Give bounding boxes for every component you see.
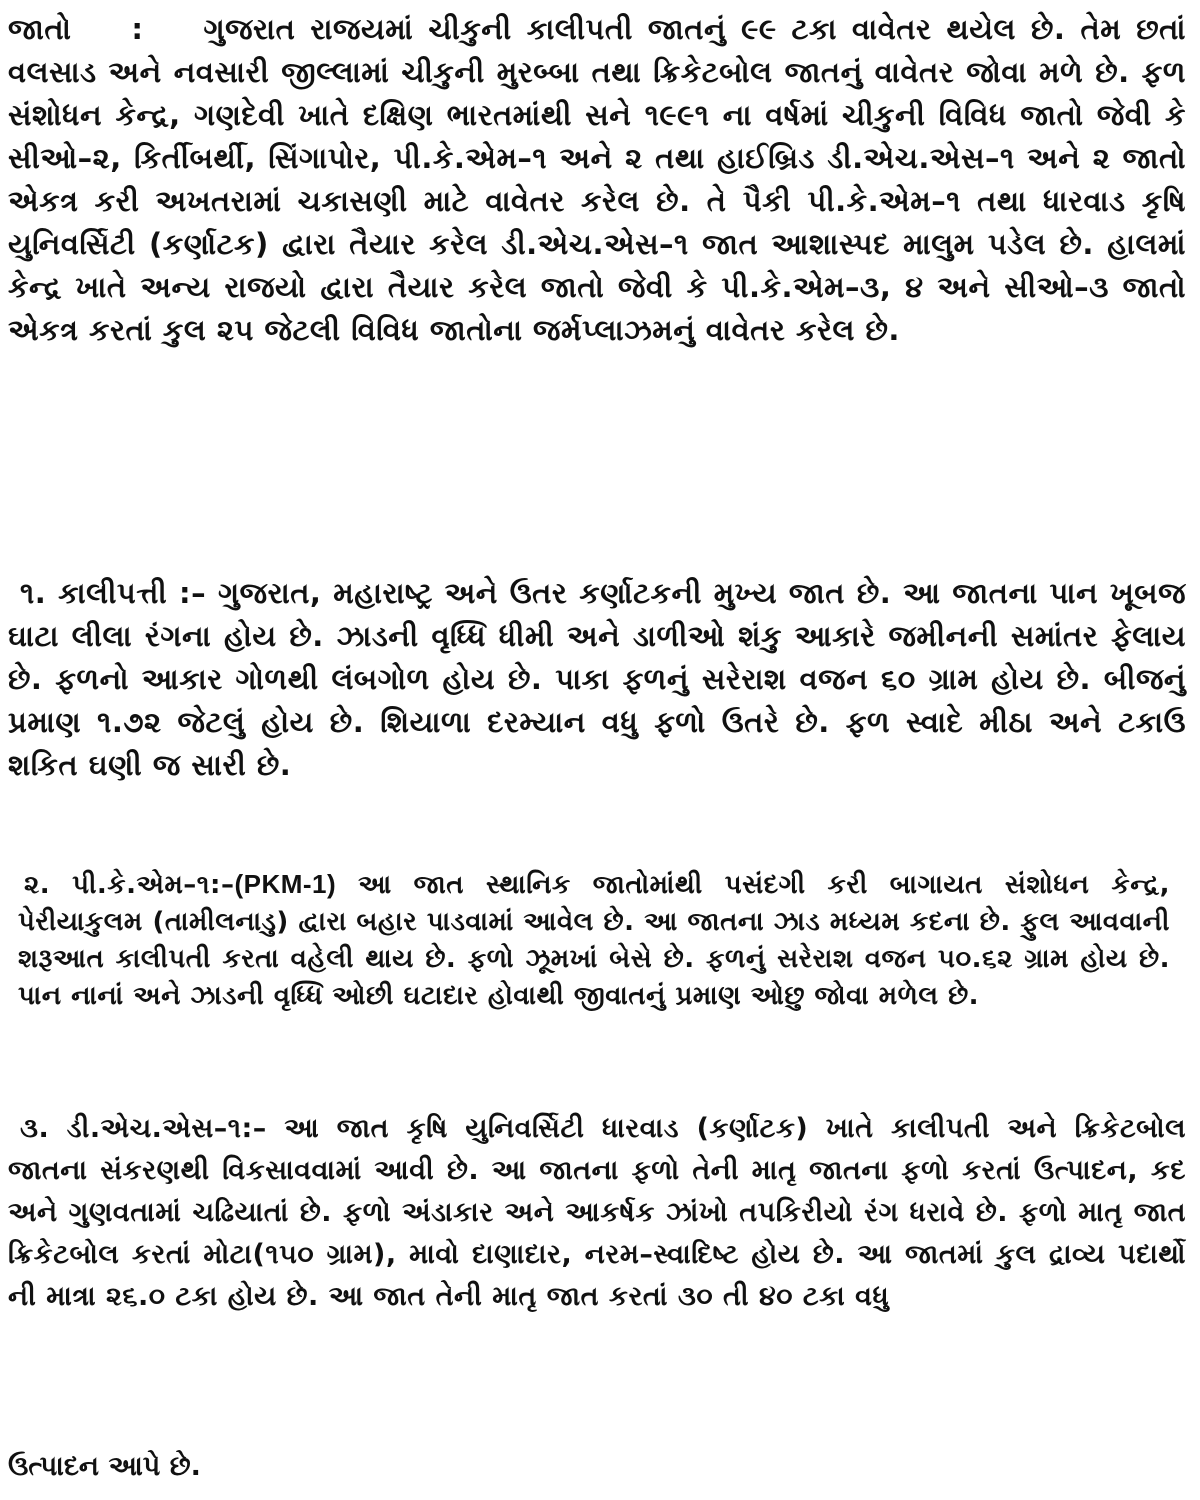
intro-paragraph	[8, 8, 1186, 352]
variety-pkm1-code: (PKM-1)	[234, 869, 337, 899]
variety-kalipatti-text: ગુજરાત, મહારાષ્ટ્ર અને ઉતર કર્ણાટકની મુખ્ય જાત છે. આ જાતના પાન ખૂબજ ઘાટા લીલા રંગના હોય છે. ઝાડની વૃધ્ધિ ધીમી અને ડાળીઓ શંકુ આકારે જમીનની સમાંતર ફેલાય છે. ફળનો આકાર ગોળથી લંબગોળ હોય છે. પાકા ફળનું સરેરાશ વજન ૬૦ ગ્રામ હોય છે. બીજનું પ્રમાણ ૧.૭૨ જેટલું હોય છે. શિયાળા દરમ્યાન વધુ ફળો ઉતરે છે. ફળ સ્વાદે મીઠા અને ટકાઉ શકિત ઘણી જ સારી છે.	[8, 576, 1187, 782]
intro-text: ગુજરાત રાજયમાં ચીકુની કાલીપતી જાતનું ૯૯ ટકા વાવેતર થયેલ છે. તેમ છતાં વલસાડ અને નવસારી જીલ્લામાં ચીકુની મુરબ્બા તથા ક્રિકેટબોલ જાતનું વાવેતર જોવા મળે છે. ફળ સંશોધન કેન્દ્ર, ગણદેવી ખાતે દક્ષિણ ભારતમાંથી સને ૧૯૯૧ ના વર્ષમાં ચીકુની વિવિધ જાતો જેવી કે સીઓ–૨, કિર્તીબર્થી, સિંગાપોર, પી.કે.એમ–૧ અને ૨ તથા હાઈબ્રિડ ડી.એચ.એસ–૧ અને ૨ જાતો એકત્ર કરી અખતરામાં ચકાસણી માટે વાવેતર કરેલ છે. તે પૈકી પી.કે.એમ–૧ તથા ધારવાડ કૃષિ યુનિવર્સિટી (કર્ણાટક) દ્વારા તૈયાર કરેલ ડી.એચ.એસ–૧ જાત આશાસ્પદ માલુમ પડેલ છે. હાલમાં કેન્દ્ર ખાતે અન્ય રાજયો દ્વારા તૈયાર કરેલ જાતો જેવી કે પી.કે.એમ–૩, ૪ અને સીઓ–૩ જાતો એકત્ર કરતાં કુલ ૨૫ જેટલી વિવિધ જાતોના જર્મપ્લાઝમનું વાવેતર કરેલ છે.	[8, 12, 1186, 347]
variety-pkm1-paragraph	[18, 866, 1170, 1015]
section-heading-jato: જાતો	[8, 12, 72, 46]
heading-colon: :	[131, 12, 144, 46]
variety-pkm1-text: આ જાત સ્થાનિક જાતોમાંથી પસંદગી કરી બાગાયત સંશોધન કેન્દ્ર, પેરીયાકુલમ (તામીલનાડુ) દ્વારા બહાર પાડવામાં આવેલ છે. આ જાતના ઝાડ મધ્યમ કદના છે. ફુલ આવવાની શરૂઆત કાલીપતી કરતા વહેલી થાય છે. ફળો ઝૂમખાં બેસે છે. ફળનું સરેરાશ વજન ૫૦.૬૨ ગ્રામ હોય છે. પાન નાનાં અને ઝાડની વૃધ્ધિ ઓછી ઘટાદાર હોવાથી જીવાતનું પ્રમાણ ઓછુ જોવા મળેલ છે.	[18, 870, 1170, 1011]
variety-kalipatti-heading: ૧. કાલીપત્તી :–	[20, 576, 207, 610]
closing-line: ઉત્પાદન આપે છે.	[8, 1451, 201, 1482]
variety-dhs1-heading: ૩. ડી.એચ.એસ–૧:–	[20, 1113, 267, 1144]
variety-dhs1-paragraph	[8, 1108, 1186, 1318]
variety-dhs1-text: આ જાત કૃષિ યુનિવર્સિટી ધારવાડ (કર્ણાટક) ખાતે કાલીપતી અને ક્રિકેટબોલ જાતના સંકરણથી વિકસાવવામાં આવી છે. આ જાતના ફળો તેની માતૃ જાતના ફળો કરતાં ઉત્પાદન, કદ અને ગુણવતામાં ચઢિયાતાં છે. ફળો અંડાકાર અને આકર્ષક ઝાંખો તપકિરીયો રંગ ધરાવે છે. ફળો માતૃ જાત ક્રિકેટબોલ કરતાં મોટા(૧૫૦ ગ્રામ), માવો દાણાદાર, નરમ–સ્વાદિષ્ટ હોય છે. આ જાતમાં કુલ દ્રાવ્ય પદાર્થો ની માત્રા ૨૬.૦ ટકા હોય છે. આ જાત તેની માતૃ જાત કરતાં ૩૦ તી ૪૦ ટકા વધુ	[8, 1113, 1186, 1312]
variety-pkm1-heading: ૨. પી.કે.એમ–૧:–	[24, 870, 235, 900]
variety-kalipatti-paragraph	[8, 572, 1186, 787]
